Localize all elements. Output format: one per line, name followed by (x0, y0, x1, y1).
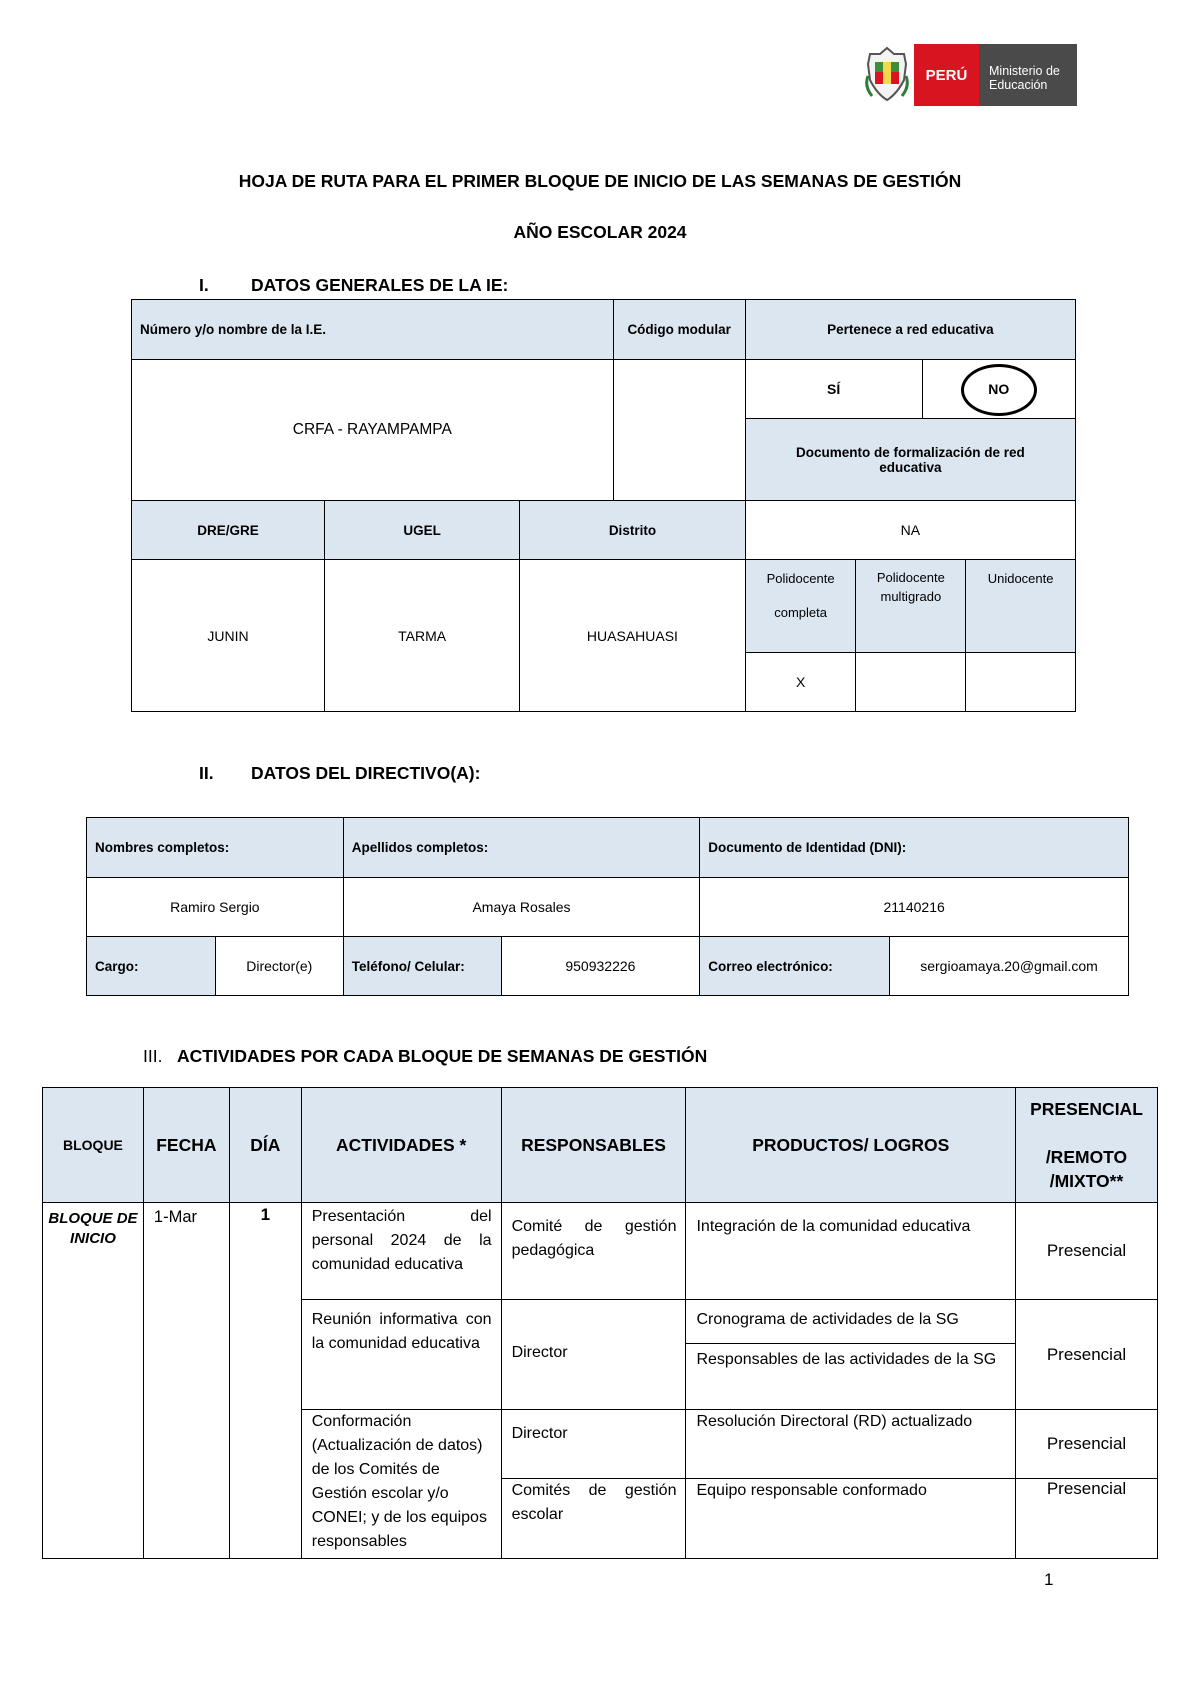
header-responsables-text: RESPONSABLES (521, 1134, 666, 1155)
nombres-value: Ramiro Sergio (87, 878, 344, 937)
section2-heading: DATOS DEL DIRECTIVO(A): (251, 763, 481, 783)
header-dni: Documento de Identidad (DNI): (700, 818, 1129, 878)
peru-label: PERÚ (914, 44, 979, 106)
header-codigo-modular: Código modular (613, 300, 745, 360)
unidocente-mark (966, 653, 1076, 712)
header-dia-text: DÍA (250, 1134, 281, 1155)
header-ie-name: Número y/o nombre de la I.E. (132, 300, 614, 360)
header-modalidad-line2: /REMOTO /MIXTO** (1045, 1147, 1128, 1191)
header-fecha-text: FECHA (156, 1134, 217, 1155)
minedu-logo (864, 44, 1077, 106)
header-productos (686, 1088, 1016, 1203)
document-title: HOJA DE RUTA PARA EL PRIMER BLOQUE DE INICIO DE LAS SEMANAS DE GESTIÓN (238, 171, 962, 191)
ie-name: CRFA - RAYAMPAMPA (132, 360, 614, 501)
header-productos-text: PRODUCTOS/ LOGROS (752, 1134, 950, 1155)
header-distrito: Distrito (520, 501, 746, 560)
header-telefono: Teléfono/ Celular: (343, 937, 501, 996)
modalidad-2: Presencial (1016, 1300, 1158, 1410)
responsable-2: Director (501, 1300, 686, 1410)
telefono-value: 950932226 (501, 937, 700, 996)
polidocente-completa-line1: Polidocente (766, 571, 835, 586)
header-documento-formalizacion: Documento de formalización de red educativa (745, 419, 1075, 501)
section2-number: II. (199, 763, 214, 783)
header-modalidad-line1: PRESENCIAL (1030, 1099, 1143, 1119)
page-number: 1 (1044, 1570, 1054, 1589)
header-modalidad (1016, 1088, 1158, 1203)
producto-3a: Resolución Directoral (RD) actualizado (686, 1410, 1016, 1479)
producto-1: Integración de la comunidad educativa (686, 1203, 1016, 1300)
producto-2b: Responsables de las actividades de la SG (686, 1344, 1016, 1410)
modalidad-3a: Presencial (1016, 1410, 1158, 1479)
section3-number: III. (143, 1046, 163, 1066)
polidocente-multigrado-mark (856, 653, 966, 712)
header-bloque (43, 1088, 144, 1203)
option-no: NO (922, 360, 1075, 419)
producto-3b: Equipo responsable conformado (686, 1479, 1016, 1559)
fecha-value: 1-Mar (143, 1203, 229, 1559)
header-dia (229, 1088, 301, 1203)
header-nombres: Nombres completos: (87, 818, 344, 878)
activity-1: Presentación del personal 2024 de la comunidad educativa (301, 1203, 501, 1300)
modalidad-3b: Presencial (1016, 1479, 1158, 1559)
header-unidocente: Unidocente (966, 560, 1076, 653)
dia-value: 1 (229, 1203, 301, 1559)
header-polidocente-multigrado: Polidocente multigrado (856, 560, 966, 653)
bloque-value: BLOQUE DE INICIO (43, 1203, 144, 1559)
producto-2a: Cronograma de actividades de la SG (686, 1300, 1016, 1344)
header-dre: DRE/GRE (132, 501, 325, 560)
header-actividades (301, 1088, 501, 1203)
document-subtitle: AÑO ESCOLAR 2024 (513, 222, 687, 242)
apellidos-value: Amaya Rosales (343, 878, 700, 937)
directivo-table (86, 817, 1129, 996)
header-actividades-text: ACTIVIDADES * (336, 1134, 467, 1155)
modalidad-1: Presencial (1016, 1203, 1158, 1300)
activity-2: Reunión informativa con la comunidad educativa (301, 1300, 501, 1410)
header-apellidos: Apellidos completos: (343, 818, 700, 878)
responsable-3a: Director (501, 1410, 686, 1479)
header-red-educativa: Pertenece a red educativa (745, 300, 1075, 360)
header-polidocente-completa (745, 560, 856, 653)
header-responsables (501, 1088, 686, 1203)
cargo-value: Director(e) (215, 937, 343, 996)
ministerio-label: Ministerio de Educación (979, 44, 1077, 106)
option-si: SÍ (745, 360, 922, 419)
ie-data-table (131, 299, 1076, 712)
activities-table (42, 1087, 1158, 1559)
codigo-modular (613, 360, 745, 501)
ugel-value: TARMA (325, 560, 520, 712)
header-fecha (143, 1088, 229, 1203)
header-ugel: UGEL (325, 501, 520, 560)
dni-value: 21140216 (700, 878, 1129, 937)
header-bloque-text: BLOQUE (63, 1137, 123, 1153)
coat-of-arms-icon (864, 46, 910, 102)
responsable-1: Comité de gestión pedagógica (501, 1203, 686, 1300)
header-cargo: Cargo: (87, 937, 216, 996)
polidocente-completa-mark: X (745, 653, 856, 712)
documento-formalizacion: NA (745, 501, 1075, 560)
selection-circle (961, 364, 1037, 416)
correo-value: sergioamaya.20@gmail.com (890, 937, 1129, 996)
activity-3: Conformación (Actualización de datos) de los Comités de Gestión escolar y/o CONEI; y de los equipos responsables (301, 1410, 501, 1559)
section1-heading: DATOS GENERALES DE LA IE: (251, 275, 509, 295)
dre-value: JUNIN (132, 560, 325, 712)
header-correo: Correo electrónico: (700, 937, 890, 996)
distrito-value: HUASAHUASI (520, 560, 746, 712)
section3-heading: ACTIVIDADES POR CADA BLOQUE DE SEMANAS DE GESTIÓN (177, 1046, 708, 1066)
responsable-3b: Comités de gestión escolar (501, 1479, 686, 1559)
polidocente-completa-line2: completa (774, 605, 827, 620)
section1-number: I. (199, 275, 209, 295)
